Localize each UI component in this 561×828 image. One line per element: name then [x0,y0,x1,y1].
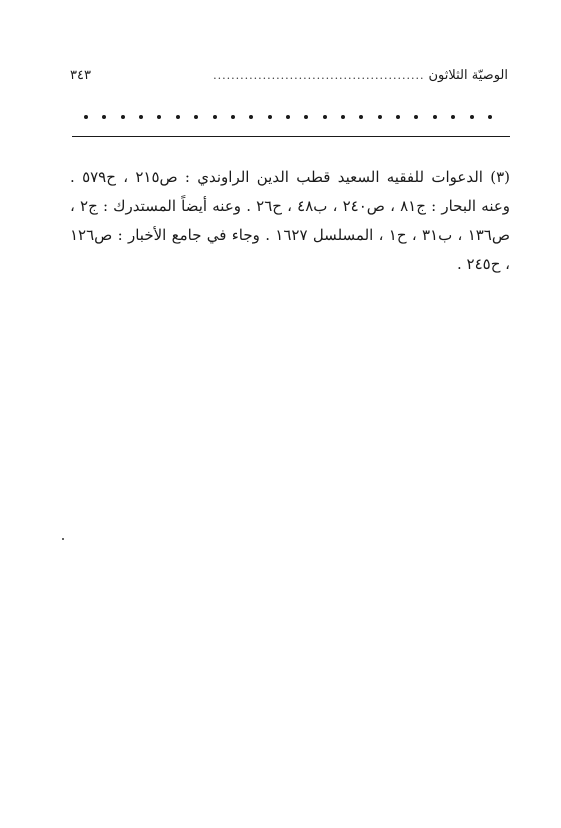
separator-dot [84,115,88,119]
page-number: ٣٤٣ [70,67,91,83]
separator-dot [249,115,253,119]
separator-dot [433,115,437,119]
running-header [70,64,508,86]
separator-dot [378,115,382,119]
separator-dot [414,115,418,119]
separator-dot [231,115,235,119]
separator-dot [470,115,474,119]
header-dot-leader: ............................................... [213,68,425,82]
header-title: الوصيّة الثلاثون [428,67,508,83]
section-separator-dots [84,110,492,124]
separator-dot [396,115,400,119]
footnote-text: (٣) الدعوات للفقيه السعيد قطب الدين الراوندي : ص٢١٥ ، ح٥٧٩ . وعنه البحار : ج٨١ ، ص٢٤٠ ، ب٤٨ ، ح٢٦ . وعنه أيضاً المستدرك : ج٢ ، ص١٣٦ ، ب٣١ ، ح١ ، المسلسل ١٦٢٧ . وجاء في جامع الأخبار : ص١٢٦ ، ح٢٤٥ . [70,168,511,273]
separator-dot [213,115,217,119]
separator-dot [268,115,272,119]
separator-dot [194,115,198,119]
separator-dot [323,115,327,119]
separator-dot [286,115,290,119]
separator-dot [341,115,345,119]
footnote-rule [72,136,510,137]
separator-dot [102,115,106,119]
stray-ink-mark [62,538,64,540]
separator-dot [176,115,180,119]
separator-dot [157,115,161,119]
separator-dot [451,115,455,119]
separator-dot [359,115,363,119]
separator-dot [304,115,308,119]
separator-dot [121,115,125,119]
separator-dot [139,115,143,119]
separator-dot [488,115,492,119]
